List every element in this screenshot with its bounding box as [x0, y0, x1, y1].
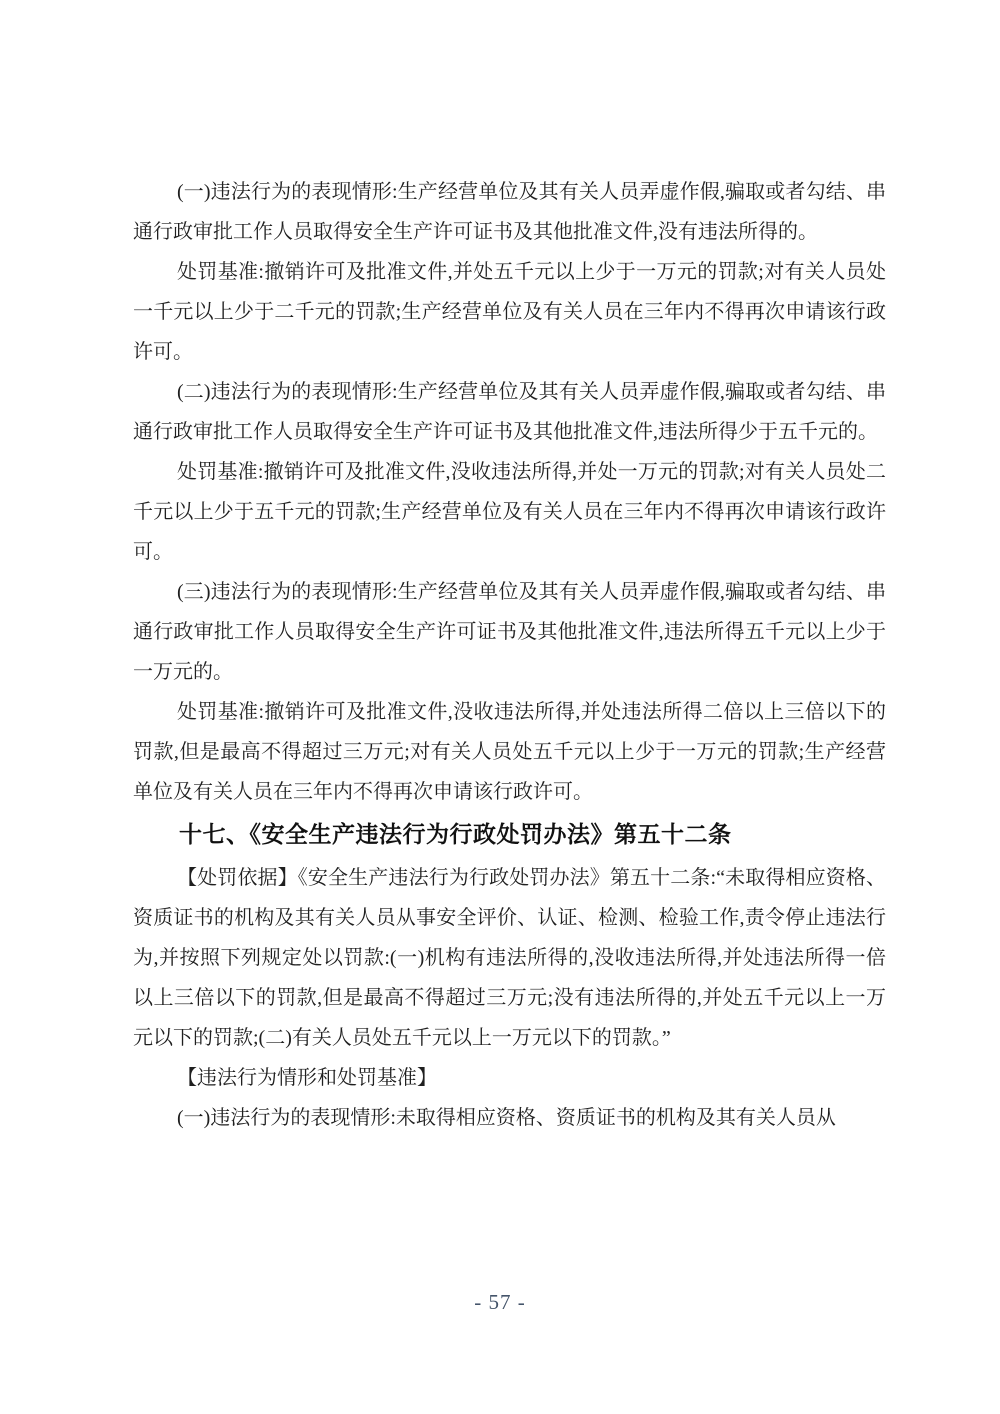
paragraph-violation-case-intro: (一)违法行为的表现情形:未取得相应资格、资质证书的机构及其有关人员从 [177, 1107, 836, 1129]
page-body [133, 172, 886, 1138]
paragraph-penalty-standard-3: 处罚基准:撤销许可及批准文件,没收违法所得,并处违法所得二倍以上三倍以下的罚款,但是最高不得超过三万元;对有关人员处五千元以上少于一万元的罚款;生产经营单位及有关人员在三年内不得再次申请该行政许可。 [133, 701, 886, 803]
paragraph-subsection-heading: 【违法行为情形和处罚基准】 [177, 1067, 437, 1089]
paragraph-penalty-standard-2: 处罚基准:撤销许可及批准文件,没收违法所得,并处一万元的罚款;对有关人员处二千元以上少于五千元的罚款;生产经营单位及有关人员在三年内不得再次申请该行政许可。 [133, 461, 886, 563]
paragraph-penalty-basis: 【处罚依据】《安全生产违法行为行政处罚办法》第五十二条:“未取得相应资格、资质证书的机构及其有关人员从事安全评价、认证、检测、检验工作,责令停止违法行为,并按照下列规定处以罚款:(一)机构有违法所得的,没收违法所得,并处违法所得一倍以上三倍以下的罚款,但是最高不得超过三万元;没有违法所得的,并处五千元以上一万元以下的罚款;(二)有关人员处五千元以上一万元以下的罚款。” [133, 867, 886, 1049]
paragraph-violation-case-3: (三)违法行为的表现情形:生产经营单位及其有关人员弄虚作假,骗取或者勾结、串通行政审批工作人员取得安全生产许可证书及其他批准文件,违法所得五千元以上少于一万元的。 [133, 581, 886, 683]
paragraph-violation-case-1: (一)违法行为的表现情形:生产经营单位及其有关人员弄虚作假,骗取或者勾结、串通行政审批工作人员取得安全生产许可证书及其他批准文件,没有违法所得的。 [133, 181, 886, 243]
section-heading-article-52: 十七、《安全生产违法行为行政处罚办法》第五十二条 [179, 822, 732, 847]
paragraph-penalty-standard-1: 处罚基准:撤销许可及批准文件,并处五千元以上少于一万元的罚款;对有关人员处一千元以上少于二千元的罚款;生产经营单位及有关人员在三年内不得再次申请该行政许可。 [133, 261, 886, 363]
paragraph-violation-case-2: (二)违法行为的表现情形:生产经营单位及其有关人员弄虚作假,骗取或者勾结、串通行政审批工作人员取得安全生产许可证书及其他批准文件,违法所得少于五千元的。 [133, 381, 886, 443]
page-number: - 57 - [474, 1290, 526, 1314]
